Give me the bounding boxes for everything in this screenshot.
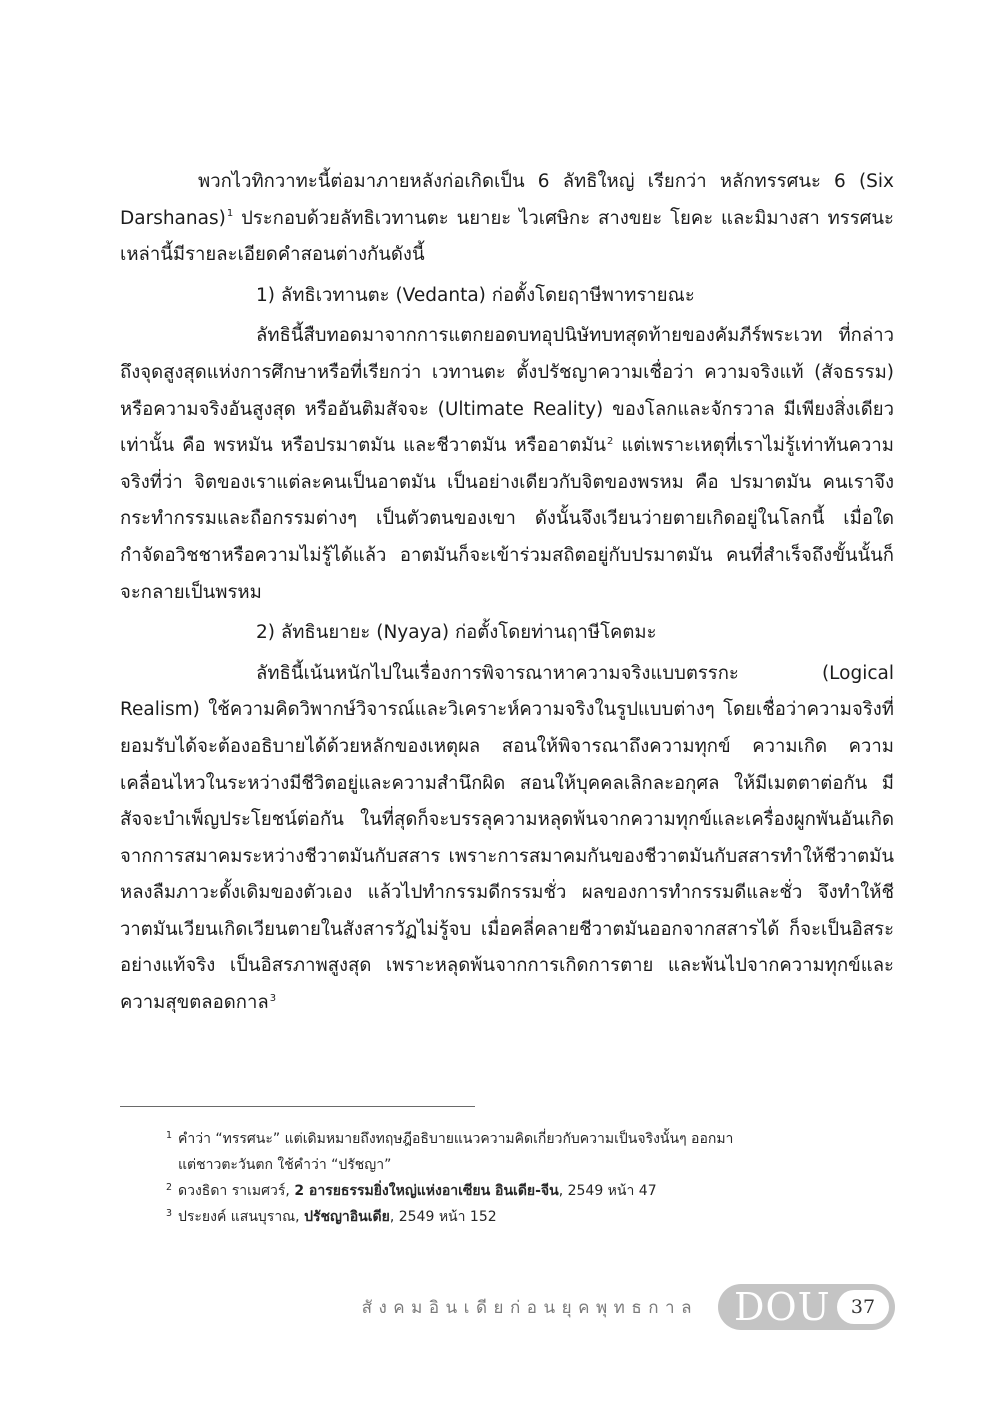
paragraph-intro <box>120 164 894 274</box>
dou-logo: DOU <box>734 1285 831 1329</box>
footnotes <box>166 1126 886 1230</box>
footnote-3 <box>166 1204 886 1230</box>
paragraph-nyaya <box>120 656 894 1022</box>
footnote-2 <box>166 1178 886 1204</box>
footnote-text-cont: แต่ชาวตะวันตก ใช้คำว่า “ปรัชญา” <box>178 1157 392 1173</box>
footnote-book-title: 2 อารยธรรมยิ่งใหญ่แห่งอาเซียน อินเดีย-จีน <box>294 1183 559 1199</box>
heading-vedanta: 1) ลัทธิเวทานตะ (Vedanta) ก่อตั้งโดยฤาษีพาทรายณะ <box>256 284 695 306</box>
paragraph-intro-text: พวกไวทิกวาทะนี้ต่อมาภายหลังก่อเกิดเป็น 6 ลัทธิใหญ่ เรียกว่า หลักทรรศนะ 6 (Six Darshanas) <box>120 171 894 229</box>
running-title: สังคมอินเดียก่อนยุคพุทธกาล <box>361 1298 698 1318</box>
footnote-divider <box>120 1106 475 1107</box>
paragraph-intro-text-cont: ประกอบด้วยลัทธิเวทานตะ นยายะ ไวเศษิกะ สางขยะ โยคะ และมิมางสา ทรรศนะเหล่านี้มีรายละเอียดคำสอนต่างกันดังนี้ <box>120 207 894 266</box>
footnote-ref-1[interactable]: 1 <box>226 208 234 220</box>
footnote-book-title: ปรัชญาอินเดีย <box>304 1209 390 1225</box>
paragraph-vedanta <box>120 318 894 611</box>
footnote-text: คำว่า “ทรรศนะ” แต่เดิมหมายถึงทฤษฎีอธิบายแนวความคิดเกี่ยวกับความเป็นจริงนั้นๆ ออกมา <box>178 1131 734 1147</box>
footnote-number: 1 <box>166 1130 173 1141</box>
heading-nyaya: 2) ลัทธินยายะ (Nyaya) ก่อตั้งโดยท่านฤาษีโคตมะ <box>256 622 657 644</box>
footnote-1 <box>166 1126 886 1178</box>
paragraph-vedanta-text-cont: แต่เพราะเหตุที่เราไม่รู้เท่าทันความจริงที่ว่า จิตของเราแต่ละคนเป็นอาตมัน เป็นอย่างเดียวกับจิตของพรหม คือ ปรมาตมัน คนเราจึงกระทำกรรมและถือกรรมต่างๆ เป็นตัวตนของเขา ดังนั้นจึงเวียนว่ายตายเกิดอยู่ในโลกนี้ เมื่อใดกำจัดอวิชชาหรือความไม่รู้ได้แล้ว อาตมันก็จะเข้าร่วมสถิตอยู่กับปรมาตมัน คนที่สำเร็จถึงขั้นนั้นก็จะกลายเป็นพรหม <box>120 435 894 603</box>
page-footer <box>0 1282 1000 1332</box>
footnote-number: 3 <box>166 1208 173 1219</box>
footnote-text: ดวงธิดา ราเมศวร์, 2 อารยธรรมยิ่งใหญ่แห่งอาเซียน อินเดีย-จีน, 2549 หน้า 47 <box>178 1183 657 1199</box>
footnote-ref-3[interactable]: 3 <box>269 992 277 1004</box>
paragraph-nyaya-text: ลัทธินี้เน้นหนักไปในเรื่องการพิจารณาหาความจริงแบบตรรกะ (Logical Realism) ใช้ความคิดวิพากษ์วิจารณ์และวิเคราะห์ความจริงในรูปแบบต่างๆ โดยเชื่อว่าความจริงที่ยอมรับได้จะต้องอธิบายได้ด้วยหลักของเหตุผล สอนให้พิจารณาถึงความทุกข์ ความเกิด ความเคลื่อนไหวในระหว่างมีชีวิตอยู่และความสำนึกผิด สอนให้บุคคลเลิกละอกุศล ให้มีเมตตาต่อกัน มีสัจจะบำเพ็ญประโยชน์ต่อกัน ในที่สุดก็จะบรรลุความหลุดพ้นจากความทุกข์และเครื่องผูกพันอันเกิดจากการสมาคมระหว่างชีวาตมันกับสสาร เพราะการสมาคมกันของชีวาตมันกับสสารทำให้ชีวาตมันหลงลืมภาวะดั้งเดิมของตัวเอง แล้วไปทำกรรมดีกรรมชั่ว ผลของการทำกรรมดีและชั่ว จึงทำให้ชีวาตมันเวียนเกิดเวียนตายในสังสารวัฏไม่รู้จบ เมื่อคลี่คลายชีวาตมันออกจากสสารได้ ก็จะเป็นอิสระอย่างแท้จริง เป็นอิสรภาพสูงสุด เพราะหลุดพ้นจากการเกิดการตาย และพ้นไปจากความทุกข์และความสุขตลอดกาล <box>120 662 894 1014</box>
footnote-text: ประยงค์ แสนบุราณ, ปรัชญาอินเดีย, 2549 หน้า 152 <box>178 1209 497 1225</box>
page-number: 37 <box>837 1290 889 1324</box>
dou-page-badge <box>718 1284 895 1330</box>
footnote-ref-2[interactable]: 2 <box>607 436 614 447</box>
paragraph-vedanta-text: ลัทธินี้สืบทอดมาจากการแตกยอดบทอุปนิษัทบทสุดท้ายของคัมภีร์พระเวท ที่กล่าวถึงจุดสูงสุดแห่งการศึกษาหรือที่เรียกว่า เวทานตะ ตั้งปรัชญาความเชื่อว่า ความจริงแท้ (สัจธรรม) หรือความจริงอันสูงสุด หรืออันติมสัจจะ (Ultimate Reality) ของโลกและจักรวาล มีเพียงสิ่งเดียวเท่านั้น คือ พรหมัน หรือปรมาตมัน และชีวาตมัน หรืออาตมัน <box>120 325 894 457</box>
footnote-number: 2 <box>166 1182 173 1193</box>
body-text <box>120 164 894 1022</box>
